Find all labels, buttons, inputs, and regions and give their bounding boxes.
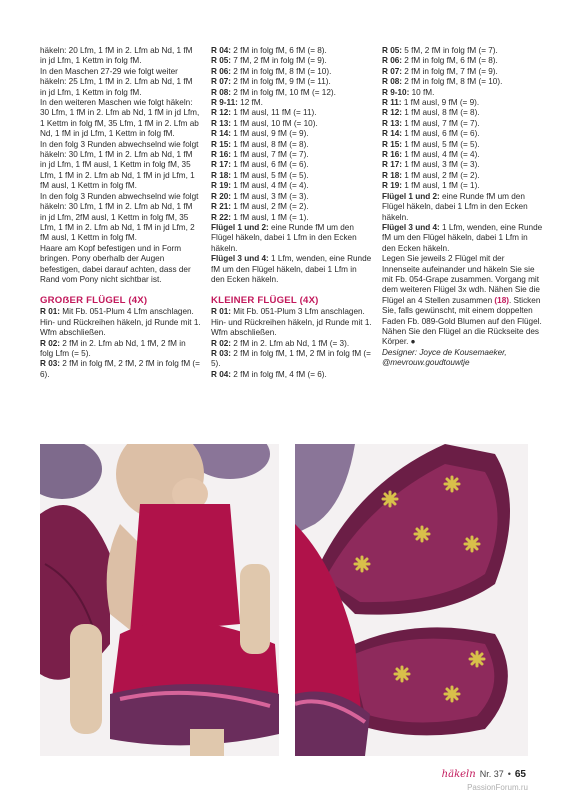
instruction-row: R 13: 1 fM ausl, 10 fM (= 10). [211, 118, 318, 128]
footer-bullet: • [507, 769, 511, 779]
instruction-row: R 9-10: 10 fM. [382, 87, 435, 97]
instruction-row: R 19: 1 fM ausl, 1 fM (= 1). [382, 181, 480, 191]
watermark: PassionForum.ru [467, 783, 528, 792]
instruction-row: R 11: 1 fM ausl, 9 fM (= 9). [382, 98, 480, 108]
text-column-2 [211, 46, 372, 380]
figure-reference: (18) [494, 295, 509, 305]
paragraph: häkeln: 20 Lfm, 1 fM in 2. Lfm ab Nd, 1 fM in jd Lfm, 1 Kettm in folg fM. [40, 46, 193, 66]
instruction-row: R 15: 1 fM ausl, 8 fM (= 8). [211, 139, 309, 149]
instruction-row: Flügel 1 und 2: eine Runde fM um den Flügel häkeln, dabei 1 Lfm in den Ecken häkeln. [382, 191, 528, 222]
instruction-row: R 15: 1 fM ausl, 5 fM (= 5). [382, 139, 480, 149]
designer-handle: @mevrouw.goudtouwtje [382, 358, 470, 368]
instruction-row: R 18: 1 fM ausl, 2 fM (= 2). [382, 170, 480, 180]
magazine-name: häkeln [441, 769, 476, 780]
instruction-row: R 14: 1 fM ausl, 9 fM (= 9). [211, 129, 309, 139]
doll-dress-image [40, 444, 279, 756]
wing-closeup-photo [295, 444, 528, 756]
instruction-row: R 06: 2 fM in folg fM, 6 fM (= 8). [382, 56, 498, 66]
instruction-row: R 08: 2 fM in folg fM, 10 fM (= 12). [211, 87, 336, 97]
text-column-1 [40, 46, 201, 380]
instruction-row: R 19: 1 fM ausl, 4 fM (= 4). [211, 181, 309, 191]
instruction-row: R 06: 2 fM in folg fM, 8 fM (= 10). [211, 66, 332, 76]
wing-closeup-image [295, 444, 528, 756]
instruction-row: R 13: 1 fM ausl, 7 fM (= 7). [382, 118, 480, 128]
instruction-row: R 21: 1 fM ausl, 2 fM (= 2). [211, 202, 309, 212]
paragraph: Haare am Kopf befestigen und in Form bringen. Pony oberhalb der Augen befestigen, dabei darauf achten, dass der Rand vom Pony nicht sichtbar ist. [40, 243, 191, 284]
assembly-paragraph: Legen Sie jeweils 2 Flügel mit der Innenseite aufeinander und häkeln Sie sie mit Fb. 054-Grape zusammen. Vorgang mit dem weiteren Flügel 3x wdh. Nähen Sie die Flügel an 4 Stellen zusammen (18). Sticken Sie, falls gewünscht, mit einem doppelten Faden Fb. 089-Gold Blumen auf den Flügel. Nähen Sie den Flügel an die Rückseite des Körper. ● [382, 254, 542, 347]
instruction-row: R 03: 2 fM in folg fM, 2 fM, 2 fM in folg fM (= 6). [40, 359, 200, 379]
instruction-row: R 12: 1 fM ausl, 8 fM (= 8). [382, 108, 480, 118]
instruction-row: R 02: 2 fM in 2. Lfm ab Nd, 1 fM, 2 fM in folg Lfm (= 5). [40, 338, 186, 358]
instruction-row: R 01: Mit Fb. 051-Plum 3 Lfm anschlagen. Hin- und Rückreihen häkeln, jd Runde mit 1. Wfm abschließen. [211, 307, 372, 338]
instruction-row: R 12: 1 fM ausl, 11 fM (= 11). [211, 108, 317, 118]
instruction-row: R 05: 7 fM, 2 fM in folg fM (= 9). [211, 56, 327, 66]
instruction-row: R 17: 1 fM ausl, 3 fM (= 3). [382, 160, 480, 170]
issue-number: Nr. 37 [479, 769, 504, 779]
paragraph: In den folg 3 Runden abwechselnd wie folgt häkeln: 30 Lfm, 1 fM in 2. Lfm ab Nd, 1 fM in jd Lfm, 1 fM ausl, 1 Kettm in folg fM, 35 Lfm, 1 fM in 2. Lfm ab Nd, 1 fM in jd Lfm, 1 fM ausl, 1 Kettm in folg fM. [40, 139, 199, 191]
section-heading-small-wing: KLEINER FLÜGEL (4X) [211, 295, 319, 307]
instruction-row: R 18: 1 fM ausl, 5 fM (= 5). [211, 170, 309, 180]
instruction-row: R 20: 1 fM ausl, 3 fM (= 3). [211, 191, 309, 201]
instruction-row: Flügel 3 und 4: 1 Lfm, wenden, eine Runde fM um den Flügel häkeln, dabei 1 Lfm in den Ecken häkeln. [211, 254, 372, 284]
instruction-row: R 07: 2 fM in folg fM, 7 fM (= 9). [382, 66, 498, 76]
instruction-row: R 07: 2 fM in folg fM, 9 fM (= 11). [211, 77, 331, 87]
instruction-row: R 22: 1 fM ausl, 1 fM (= 1). [211, 212, 309, 222]
instruction-row: R 01: Mit Fb. 051-Plum 4 Lfm anschlagen. Hin- und Rückreihen häkeln, jd Runde mit 1. Wfm abschließen. [40, 307, 201, 338]
instruction-row: R 04: 2 fM in folg fM, 4 fM (= 6). [211, 369, 327, 379]
section-heading-big-wing: GROẞER FLÜGEL (4X) [40, 295, 148, 307]
photo-strip [40, 444, 528, 756]
paragraph: In den Maschen 27-29 wie folgt weiter häkeln: 25 Lfm, 1 fM in 2. Lfm ab Nd, 1 fM in jd Lfm, 1 Kettm in folg fM. [40, 66, 193, 97]
instruction-row: Flügel 3 und 4: 1 Lfm, wenden, eine Runde fM um den Flügel häkeln, dabei 1 Lfm in den Ecken häkeln. [382, 222, 543, 253]
instruction-row: R 16: 1 fM ausl, 4 fM (= 4). [382, 150, 480, 160]
instruction-row: R 08: 2 fM in folg fM, 8 fM (= 10). [382, 77, 503, 87]
instruction-row: R 17: 1 fM ausl, 6 fM (= 6). [211, 160, 309, 170]
text-column-3 [382, 46, 543, 369]
instruction-row: R 02: 2 fM in 2. Lfm ab Nd, 1 fM (= 3). [211, 338, 350, 348]
designer-credit: Designer: Joyce de Kousemaeker, [382, 347, 507, 357]
instruction-row: Flügel 1 und 2: eine Runde fM um den Flügel häkeln, dabei 1 Lfm in den Ecken häkeln. [211, 222, 357, 253]
instruction-row: R 03: 2 fM in folg fM, 1 fM, 2 fM in folg fM (= 5). [211, 348, 371, 369]
paragraph: In den folg 3 Runden abwechselnd wie folgt häkeln: 30 Lfm, 1 fM in 2. Lfm ab Nd, 1 fM in jd Lfm, 2fM ausl, 1 Kettm in folg fM, 35 Lfm, 1 fM in 2. Lfm ab Nd, 1 fM in jd Lfm, 2 fM ausl, 1 Kettm in folg fM. [40, 191, 199, 243]
instruction-row: R 16: 1 fM ausl, 7 fM (= 7). [211, 150, 309, 160]
doll-dress-photo [40, 444, 279, 756]
instruction-row: R 9-11: 12 fM. [211, 98, 263, 108]
page-number: 65 [514, 769, 526, 780]
instruction-row: R 05: 5 fM, 2 fM in folg fM (= 7). [382, 46, 498, 55]
page-footer [441, 769, 528, 792]
paragraph: In den weiteren Maschen wie folgt häkeln: 30 Lfm, 1 fM in 2. Lfm ab Nd, 1 fM in jd Lfm, 1 Kettm in folg fM, 35 Lfm, 1 fM in 2. Lfm ab Nd, 1 fM in jd Lfm, 1 Kettm in folg fM. [40, 98, 200, 139]
instruction-row: R 14: 1 fM ausl, 6 fM (= 6). [382, 129, 480, 139]
instruction-row: R 04: 2 fM in folg fM, 6 fM (= 8). [211, 46, 327, 55]
